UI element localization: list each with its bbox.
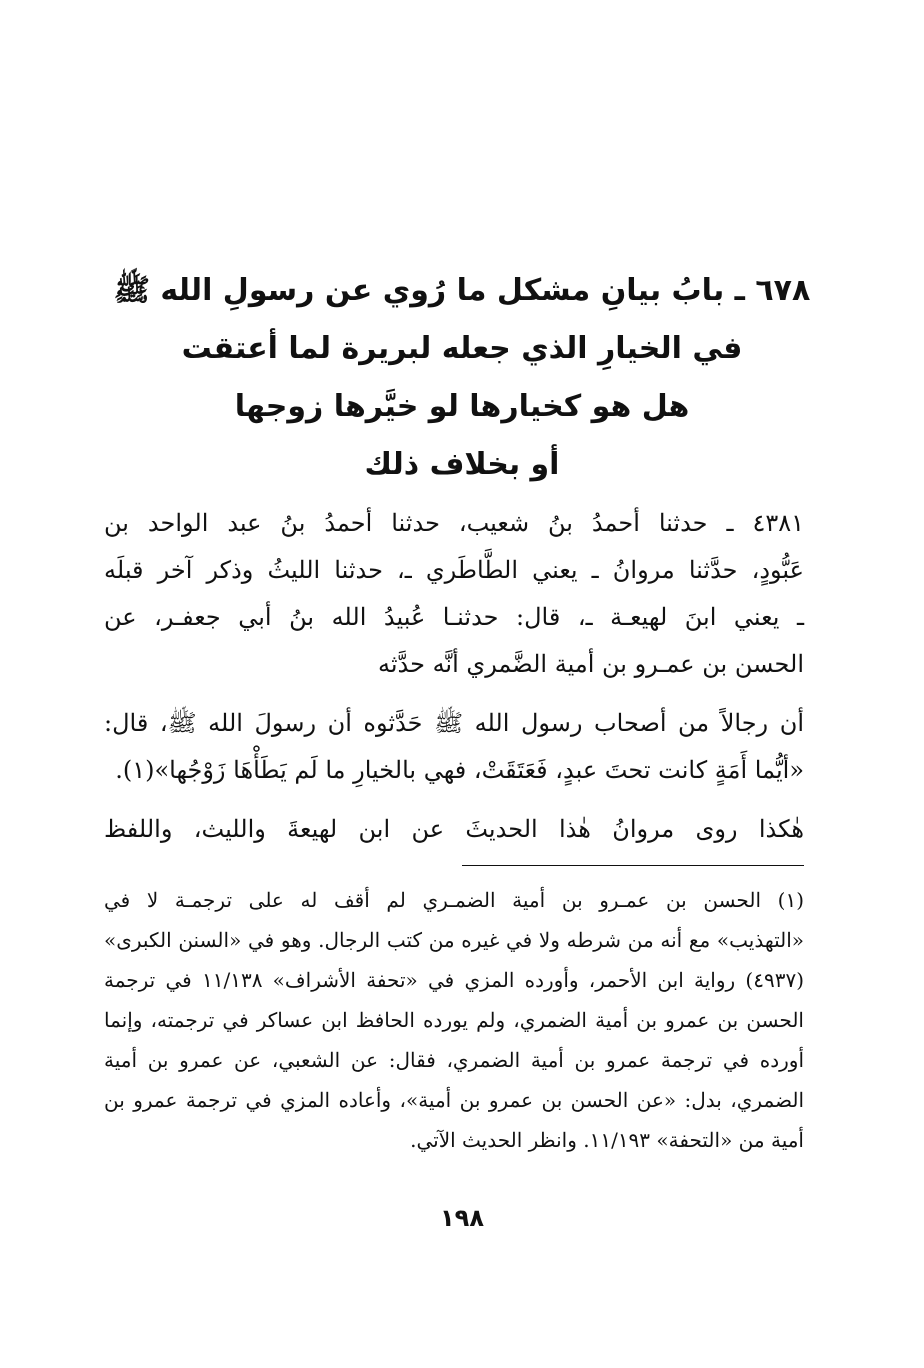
- page-number: ١٩٨: [440, 1204, 484, 1232]
- footnote-line-3: (٤٩٣٧) رواية ابن الأحمر، وأورده المزي في «تحفة الأشراف» ١١/١٣٨ في ترجمة: [104, 968, 804, 992]
- commentary-paragraph: [104, 806, 804, 853]
- chapter-heading: [100, 262, 824, 494]
- hadith-text-line-2: «أيُّما أَمَةٍ كانت تحتَ عبدٍ، فَعَتَقَتْ، فهي بالخيارِ ما لَم يَطَأْهَا زَوْجُها»(١).: [115, 756, 804, 784]
- chapter-title-line-4: أو بخلاف ذلك: [364, 447, 560, 482]
- chain-line-1: ٤٣٨١ ـ حدثنا أحمدُ بنُ شعيب، حدثنا أحمدُ بنُ عبد الواحد بن: [104, 509, 804, 537]
- chapter-title-line-1: ٦٧٨ ـ بابُ بيانِ مشكل ما رُوي عن رسولِ الله ﷺ: [113, 273, 811, 308]
- chain-line-4: الحسن بن عمـرو بن أمية الضَّمري أنَّه حدَّثه: [377, 650, 804, 678]
- footnote-line-4: الحسن بن عمرو بن أمية الضمري، ولم يورده الحافظ ابن عساكر في ترجمته، وإنما: [104, 1008, 804, 1032]
- hadith-text-paragraph: [104, 700, 804, 794]
- chain-line-2: عَبُّودٍ، حدَّثنا مروانُ ـ يعني الطَّاطَري ـ، حدثنا الليثُ وذكر آخر قبلَه: [104, 556, 804, 584]
- footnote-separator: [462, 865, 804, 866]
- chain-line-3: ـ يعني ابنَ لهيعـة ـ، قال: حدثنـا عُبيدُ الله بنُ أبي جعفـر، عن: [104, 603, 804, 631]
- hadith-chain-paragraph: [104, 500, 804, 688]
- footnote-line-5: أورده في ترجمة عمرو بن أمية الضمري، فقال: عن الشعبي، عن عمرو بن أمية: [104, 1048, 804, 1072]
- footnote-line-2: «التهذيب» مع أنه من شرطه ولا في غيره من كتب الرجال. وهو في «السنن الكبرى»: [104, 928, 804, 952]
- footnote-line-6: الضمري، بدل: «عن الحسن بن عمرو بن أمية»، وأعاده المزي في ترجمة عمرو بن: [104, 1088, 804, 1112]
- hadith-text-line-1: أن رجالاً من أصحاب رسول الله ﷺ حَدَّثوه أن رسولَ الله ﷺ، قال:: [104, 709, 804, 737]
- commentary-line-1: هٰكذا روى مروانُ هٰذا الحديثَ عن ابن لهيعةَ والليث، واللفظ: [104, 815, 804, 843]
- footnote: [104, 880, 804, 1160]
- chapter-title-line-2: في الخيارِ الذي جعله لبريرة لما أعتقت: [181, 331, 743, 366]
- footnote-line-7: أمية من «التحفة» ١١/١٩٣. وانظر الحديث الآتي.: [410, 1128, 804, 1152]
- footnote-line-1: (١) الحسن بن عمـرو بن أمية الضمـري لم أقف له على ترجمـة لا في: [104, 888, 804, 912]
- chapter-title-line-3: هل هو كخيارها لو خيَّرها زوجها: [234, 389, 690, 424]
